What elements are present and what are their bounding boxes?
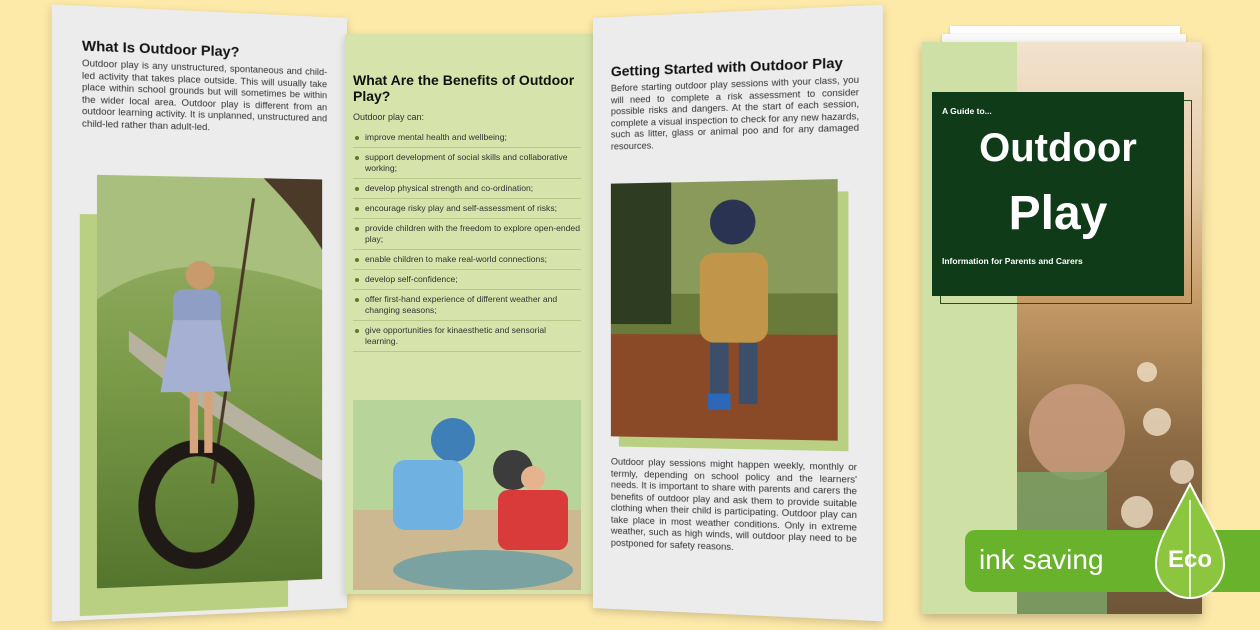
ink-saving-text: ink saving: [979, 544, 1104, 575]
cover-guide-text: A Guide to...: [942, 106, 992, 116]
girl-tire-swing-image: [97, 175, 322, 589]
cover-title-line2: Play: [1008, 187, 1108, 240]
eco-label: Eco: [1167, 546, 1212, 573]
list-item: improve mental health and wellbeing;: [353, 128, 581, 148]
child-leaves-image: [611, 179, 838, 441]
panel-body-text: Outdoor play is any unstructured, spontaneous and child-led activity that takes place outside. This will usually take place within school grounds but will sometimes be within the wider local area. Outdoor play is different from an outdoor learning activity. It is unplanned, unstructured and child-led rather than adult-led.: [81, 57, 328, 132]
photo-child-in-leaves: [611, 179, 838, 441]
cover-subtitle: Information for Parents and Carers: [942, 256, 1083, 266]
benefits-intro: Outdoor play can:: [353, 112, 425, 122]
children-water-image: [353, 400, 581, 590]
panel-body-text: Outdoor play sessions might happen weekly, monthly or termly, depending on school policy and the learners' needs. It is important to share with parents and carers the benefits of outdoor play and ask them to provide suitable clothing when their child is participating. Outdoor play can take place in most weather conditions. Only in extreme weather, such as high winds, will outdoor play need to be postponed for safety reasons.: [610, 456, 857, 552]
cover-title-line1: Outdoor: [979, 126, 1137, 170]
brochure-panel-right: [593, 5, 883, 622]
brochure-panel-middle: [345, 34, 595, 594]
panel-body-text: Before starting outdoor play sessions with your class, you will need to complete a risk assessment to consider possible risks and dangers. At the start of each session, complete a visual inspection to check for any new hazards, such as litter, glass or animal poo and for any damaged resources.: [610, 74, 860, 152]
list-item: develop self-confidence;: [353, 270, 581, 290]
list-item: provide children with the freedom to explore open-ended play;: [353, 219, 581, 250]
eco-drop-icon: [1152, 480, 1228, 600]
list-item: enable children to make real-world connections;: [353, 250, 581, 270]
list-item: offer first-hand experience of different weather and changing seasons;: [353, 290, 581, 321]
cover-title-box: [932, 92, 1184, 296]
photo-children-at-water: [353, 400, 581, 590]
brochure-panel-left: [52, 4, 347, 621]
panel-heading: What Are the Benefits of Outdoor Play?: [353, 72, 575, 104]
panel-heading: What Is Outdoor Play?: [81, 37, 240, 60]
list-item: develop physical strength and co-ordination;: [353, 179, 581, 199]
list-item: support development of social skills and collaborative working;: [353, 148, 581, 179]
panel-heading: Getting Started with Outdoor Play: [610, 54, 843, 80]
benefits-list: [353, 128, 581, 352]
list-item: encourage risky play and self-assessment of risks;: [353, 199, 581, 219]
photo-girl-on-tire-swing: [97, 175, 322, 589]
list-item: give opportunities for kinaesthetic and sensorial learning.: [353, 321, 581, 352]
